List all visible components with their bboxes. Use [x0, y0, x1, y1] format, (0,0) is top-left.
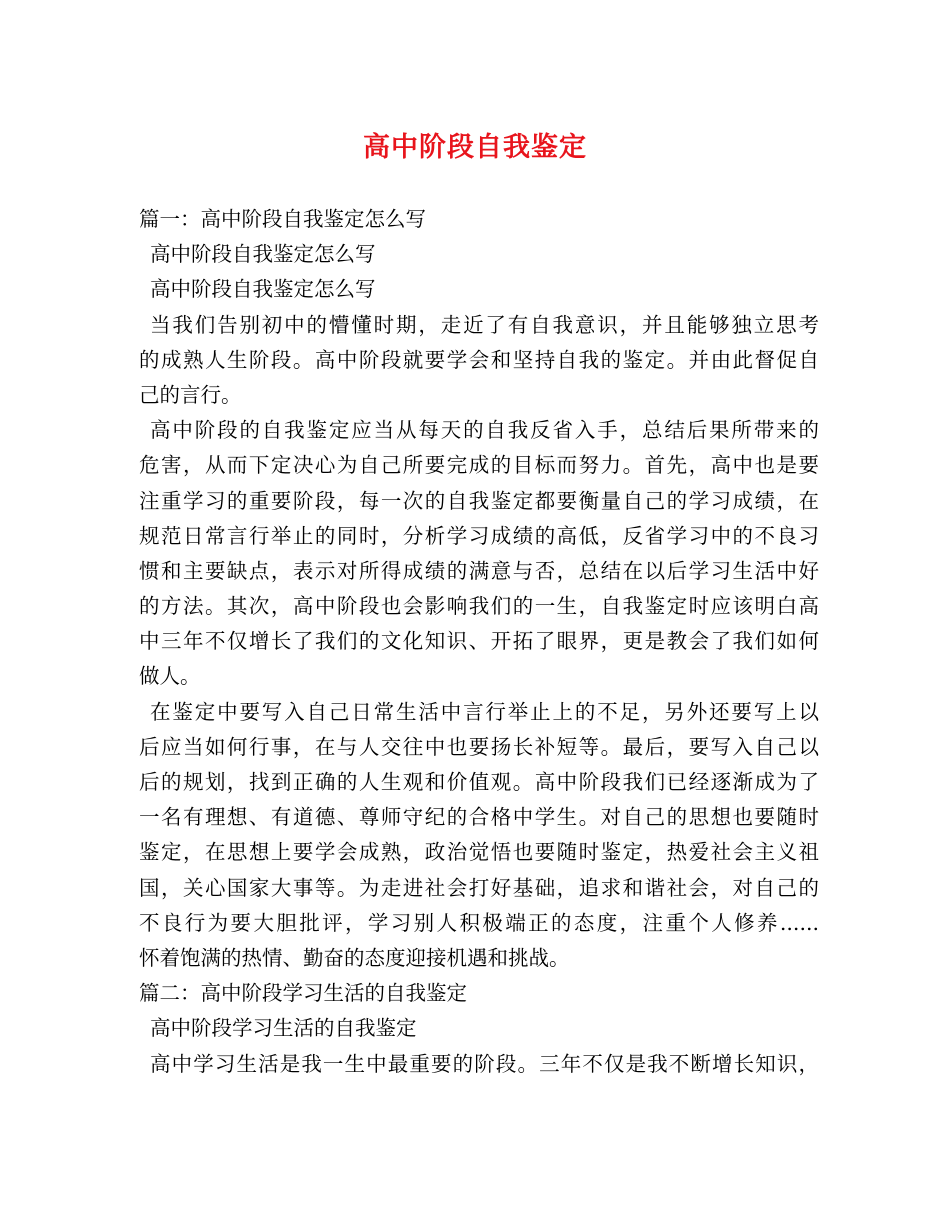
text-line: 一名有理想、有道德、尊师守纪的合格中学生。对自己的思想也要随时: [139, 805, 819, 830]
text-line: 的成熟人生阶段。高中阶段就要学会和坚持自我的鉴定。并由此督促自: [139, 347, 819, 372]
text-line: 的方法。其次，高中阶段也会影响我们的一生，自我鉴定时应该明白高: [139, 594, 819, 619]
text-line: 怀着饱满的热情、勤奋的态度迎接机遇和挑战。: [139, 945, 570, 970]
text-line: 规范日常言行举止的同时，分析学习成绩的高低，反省学习中的不良习: [139, 523, 819, 548]
text-line: 当我们告别初中的懵懂时期，走近了有自我意识，并且能够独立思考: [150, 312, 819, 337]
text-line: 国，关心国家大事等。为走进社会打好基础，追求和谐社会，对自己的: [139, 875, 819, 900]
text-line: 高中阶段自我鉴定怎么写: [150, 277, 376, 302]
text-line: 高中学习生活是我一生中最重要的阶段。三年不仅是我不断增长知识，: [150, 1051, 819, 1076]
text-line: 做人。: [139, 664, 201, 689]
document-body: [139, 202, 819, 1082]
text-line: 注重学习的重要阶段，每一次的自我鉴定都要衡量自己的学习成绩，在: [139, 488, 819, 513]
text-line: 高中阶段自我鉴定怎么写: [150, 242, 376, 267]
text-line: 己的言行。: [139, 382, 242, 407]
text-line: 高中阶段的自我鉴定应当从每天的自我反省入手，总结后果所带来的: [150, 418, 819, 443]
text-line: 中三年不仅增长了我们的文化知识、开拓了眼界，更是教会了我们如何: [139, 629, 819, 654]
text-line: 篇一：高中阶段自我鉴定怎么写: [139, 207, 426, 231]
document-title: 高中阶段自我鉴定: [363, 132, 587, 163]
text-line: 惯和主要缺点，表示对所得成绩的满意与否，总结在以后学习生活中好: [139, 558, 819, 583]
text-line: 后的规划，找到正确的人生观和价值观。高中阶段我们已经逐渐成为了: [139, 770, 819, 794]
text-line: 鉴定，在思想上要学会成熟，政治觉悟也要随时鉴定，热爱社会主义祖: [139, 840, 819, 865]
text-line: 高中阶段学习生活的自我鉴定: [150, 1016, 417, 1041]
text-line: 篇二：高中阶段学习生活的自我鉴定: [139, 981, 467, 1006]
text-line: 后应当如何行事，在与人交往中也要扬长补短等。最后，要写入自己以: [139, 734, 819, 759]
text-line: 危害，从而下定决心为自己所要完成的目标而努力。首先，高中也是要: [139, 453, 819, 478]
text-line: 不良行为要大胆批评，学习别人积极端正的态度，注重个人修养......: [139, 910, 819, 935]
text-line: 在鉴定中要写入自己日常生活中言行举止上的不足，另外还要写上以: [150, 699, 819, 724]
